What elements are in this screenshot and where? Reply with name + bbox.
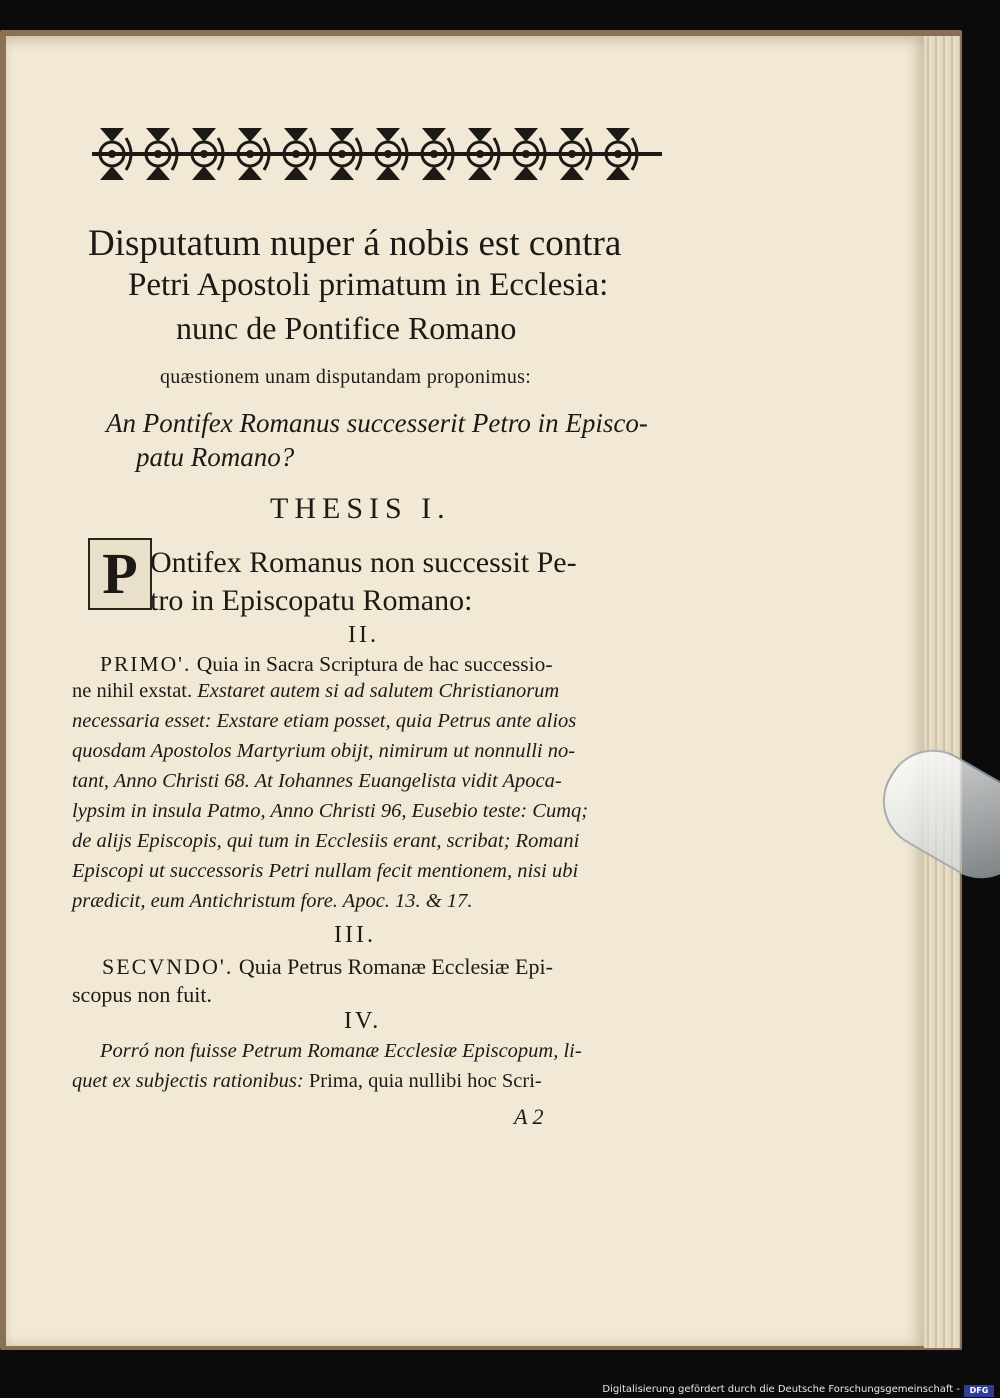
section-number-3: III. xyxy=(334,922,376,948)
section2-line2-roman: ne nihil exstat. xyxy=(72,680,193,702)
thesis-heading: THESIS I. xyxy=(270,492,451,525)
question-line-1: An Pontifex Romanus successerit Petro in Episco- xyxy=(106,408,648,438)
section2-line-4: quosdam Apostolos Martyrium obijt, nimirum ut nonnulli no- xyxy=(72,740,576,762)
thesis1-line-2: tro in Episcopatu Romano: xyxy=(150,584,473,617)
section4-line2-roman: Prima, quia nullibi hoc Scri- xyxy=(308,1070,542,1092)
title-line-4: quæstionem unam disputandam proponimus: xyxy=(160,366,532,388)
section2-line-7: de alijs Episcopis, qui tum in Ecclesiis erant, scribat; Romani xyxy=(72,830,580,852)
section4-line-1: Porró non fuisse Petrum Romanæ Ecclesiæ Episcopum, li- xyxy=(100,1040,582,1062)
ornamental-initial xyxy=(88,538,152,610)
section-number-4: IV. xyxy=(344,1008,382,1034)
section2-lead: PRIMO'. xyxy=(100,652,192,676)
section3-line-2: scopus non fuit. xyxy=(72,982,212,1007)
title-line-2: Petri Apostoli primatum in Ecclesia: xyxy=(128,267,609,303)
section2-line-5: tant, Anno Christi 68. At Iohannes Euangelista vidit Apoca- xyxy=(72,770,562,792)
thesis1-line-1: Ontifex Romanus non successit Pe- xyxy=(150,546,577,579)
section4-line2-italic: quet ex subjectis rationibus: xyxy=(72,1070,304,1092)
dfg-logo: DFG xyxy=(964,1385,994,1397)
section2-line-3: necessaria esset: Exstare etiam posset, quia Petrus ante alios xyxy=(72,710,577,732)
section2-line-1 xyxy=(100,652,700,677)
section2-line-2 xyxy=(72,680,672,703)
section2-line1-text: Quia in Sacra Scriptura de hac successio- xyxy=(196,652,553,676)
section2-line2-italic: Exstaret autem si ad salutem Christianorum xyxy=(197,680,560,702)
initial-letter: P xyxy=(102,541,138,606)
section4-line-2 xyxy=(72,1070,672,1093)
section3-line1-text: Quia Petrus Romanæ Ecclesiæ Epi- xyxy=(238,954,553,979)
scan-footer xyxy=(0,1384,1000,1398)
section3-lead: SECVNDO'. xyxy=(102,954,234,979)
section2-line-9: prædicit, eum Antichristum fore. Apoc. 13. & 17. xyxy=(72,890,473,912)
signature-mark: A 2 xyxy=(514,1104,544,1129)
title-line-3: nunc de Pontifice Romano xyxy=(176,310,517,346)
funding-notice: Digitalisierung gefördert durch die Deutsche Forschungsgemeinschaft - xyxy=(602,1384,960,1395)
section3-line-1 xyxy=(102,954,702,980)
section2-line-6: lypsim in insula Patmo, Anno Christi 96, Eusebio teste: Cumq; xyxy=(72,800,589,822)
section2-line-8: Episcopi ut successoris Petri nullam fecit mentionem, nisi ubi xyxy=(72,860,579,882)
title-line-1: Disputatum nuper á nobis est contra xyxy=(88,223,622,264)
decorative-ornament-band xyxy=(92,118,662,192)
section-number-2: II. xyxy=(348,622,379,648)
question-line-2: patu Romano? xyxy=(136,442,295,472)
